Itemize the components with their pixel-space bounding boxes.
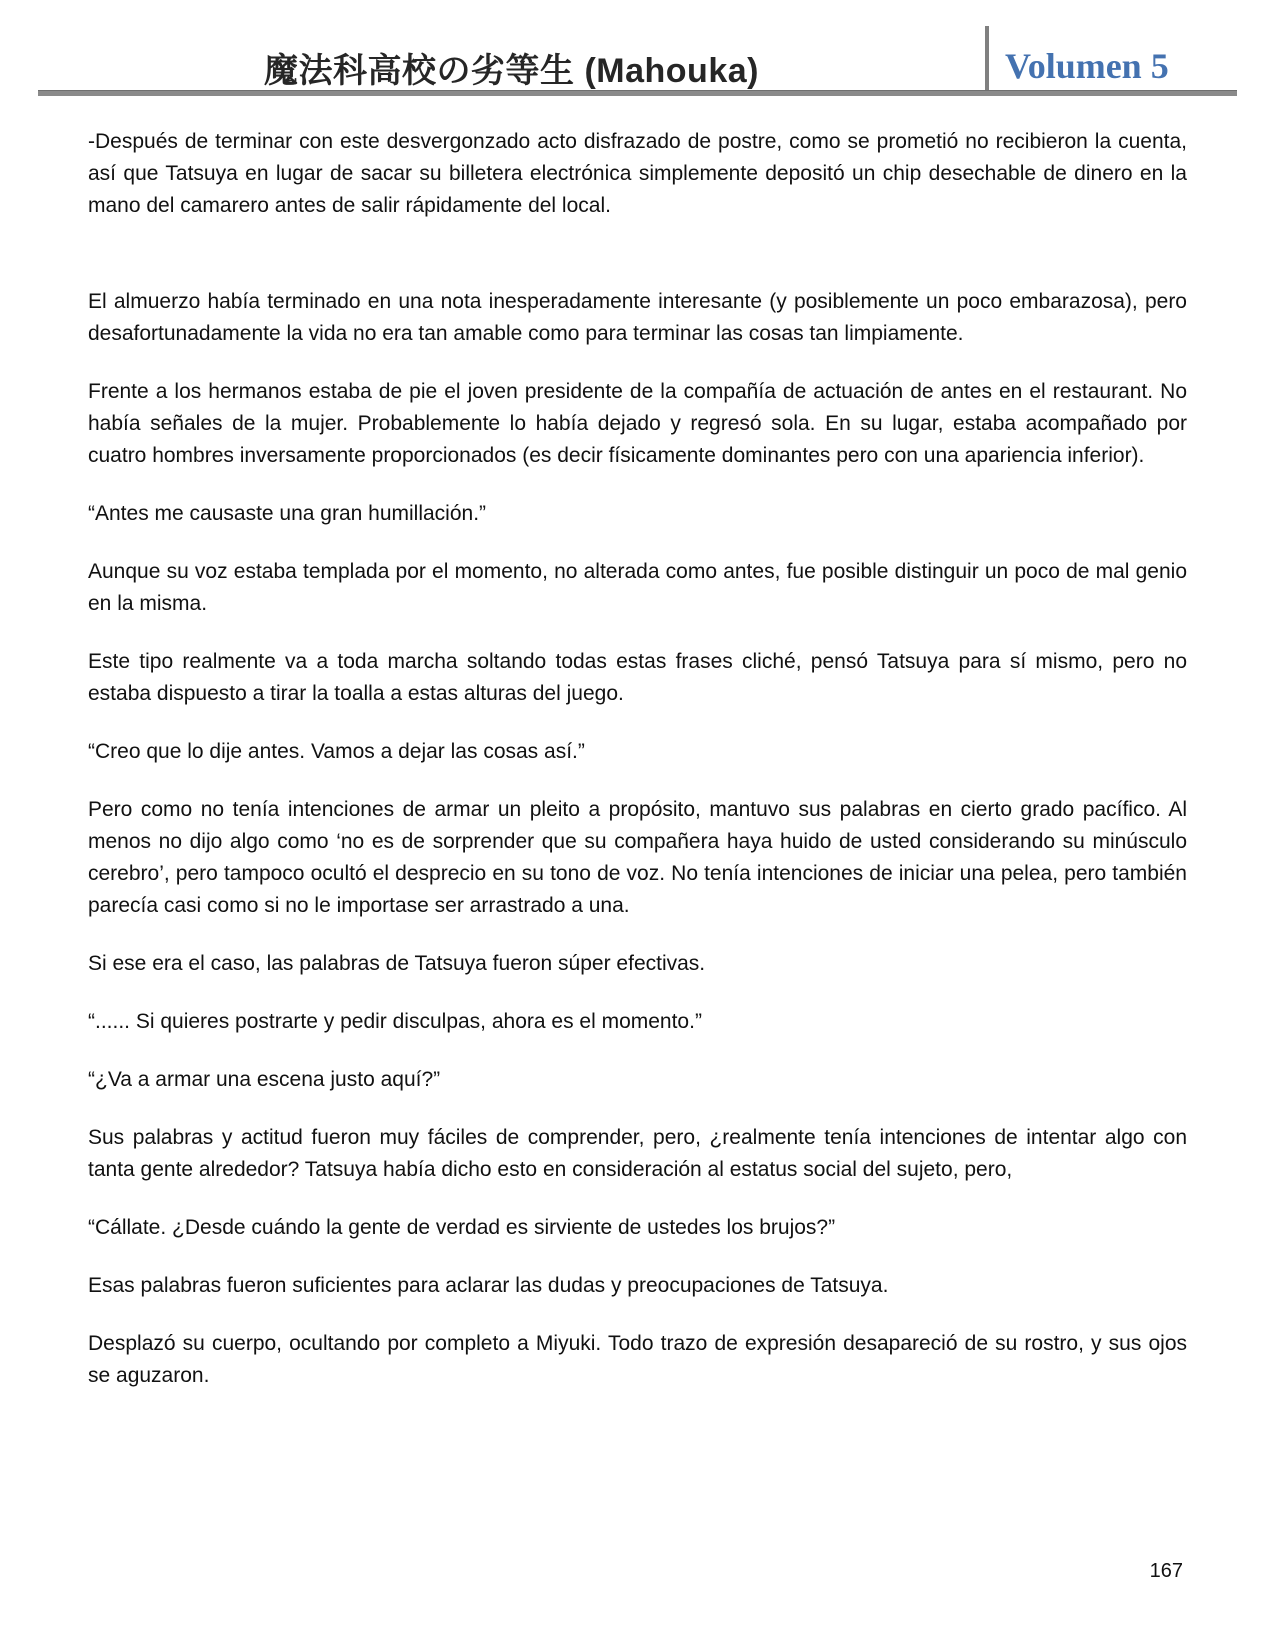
- paragraph: Frente a los hermanos estaba de pie el joven presidente de la compañía de actuación de antes en el restaurant. No había señales de la mujer. Probablemente lo había dejado y regresó sola. En su lugar, estaba acompañado por cuatro hombres inversamente proporcionados (es decir físicamente dominantes pero con una apariencia inferior).: [88, 380, 1187, 467]
- paragraph-dialogue: “...... Si quieres postrarte y pedir disculpas, ahora es el momento.”: [88, 1010, 702, 1033]
- paragraph: Si ese era el caso, las palabras de Tatsuya fueron súper efectivas.: [88, 952, 706, 975]
- paragraph-dialogue: “Antes me causaste una gran humillación.”: [88, 502, 487, 525]
- header-volume-cell: [989, 48, 1237, 90]
- paragraph-dialogue: “Creo que lo dije antes. Vamos a dejar las cosas así.”: [88, 740, 585, 763]
- header-title-cell: [38, 53, 985, 90]
- volume-label: Volumen 5: [1005, 46, 1169, 86]
- paragraph: -Después de terminar con este desvergonzado acto disfrazado de postre, como se prometió no recibieron la cuenta, así que Tatsuya en lugar de sacar su billetera electrónica simplemente depositó un chip desechable de dinero en la mano del camarero antes de salir rápidamente del local.: [88, 130, 1187, 217]
- paragraph: Este tipo realmente va a toda marcha soltando todas estas frases cliché, pensó Tatsuya para sí mismo, pero no estaba dispuesto a tirar la toalla a estas alturas del juego.: [88, 650, 1187, 705]
- paragraph-dialogue: “¿Va a armar una escena justo aquí?”: [88, 1068, 441, 1091]
- paragraph: El almuerzo había terminado en una nota inesperadamente interesante (y posiblemente un poco embarazosa), pero desafortunadamente la vida no era tan amable como para terminar las cosas tan limpiamente.: [88, 290, 1187, 345]
- paragraph: Desplazó su cuerpo, ocultando por completo a Miyuki. Todo trazo de expresión desapareció de su rostro, y sus ojos se aguzaron.: [88, 1332, 1187, 1387]
- body-text: [88, 126, 1187, 1392]
- paragraph: Sus palabras y actitud fueron muy fáciles de comprender, pero, ¿realmente tenía intenciones de intentar algo con tanta gente alrededor? Tatsuya había dicho esto en consideración al estatus social del sujeto, pero,: [88, 1126, 1187, 1181]
- paragraph: Aunque su voz estaba templada por el momento, no alterada como antes, fue posible distinguir un poco de mal genio en la misma.: [88, 560, 1187, 615]
- page-header: [38, 24, 1237, 90]
- paragraph: Esas palabras fueron suficientes para aclarar las dudas y preocupaciones de Tatsuya.: [88, 1274, 889, 1297]
- paragraph-dialogue: “Cállate. ¿Desde cuándo la gente de verdad es sirviente de ustedes los brujos?”: [88, 1216, 836, 1239]
- page-number: 167: [1149, 1560, 1183, 1582]
- paragraph: Pero como no tenía intenciones de armar un pleito a propósito, mantuvo sus palabras en cierto grado pacífico. Al menos no dijo algo como ‘no es de sorprender que su compañera haya huido de usted considerando su minúsculo cerebro’, pero tampoco ocultó el desprecio en su tono de voz. No tenía intenciones de iniciar una pelea, pero también parecía casi como si no le importase ser arrastrado a una.: [88, 798, 1187, 917]
- series-title: 魔法科高校の劣等生 (Mahouka): [264, 51, 759, 90]
- header-horizontal-rule: [38, 90, 1237, 96]
